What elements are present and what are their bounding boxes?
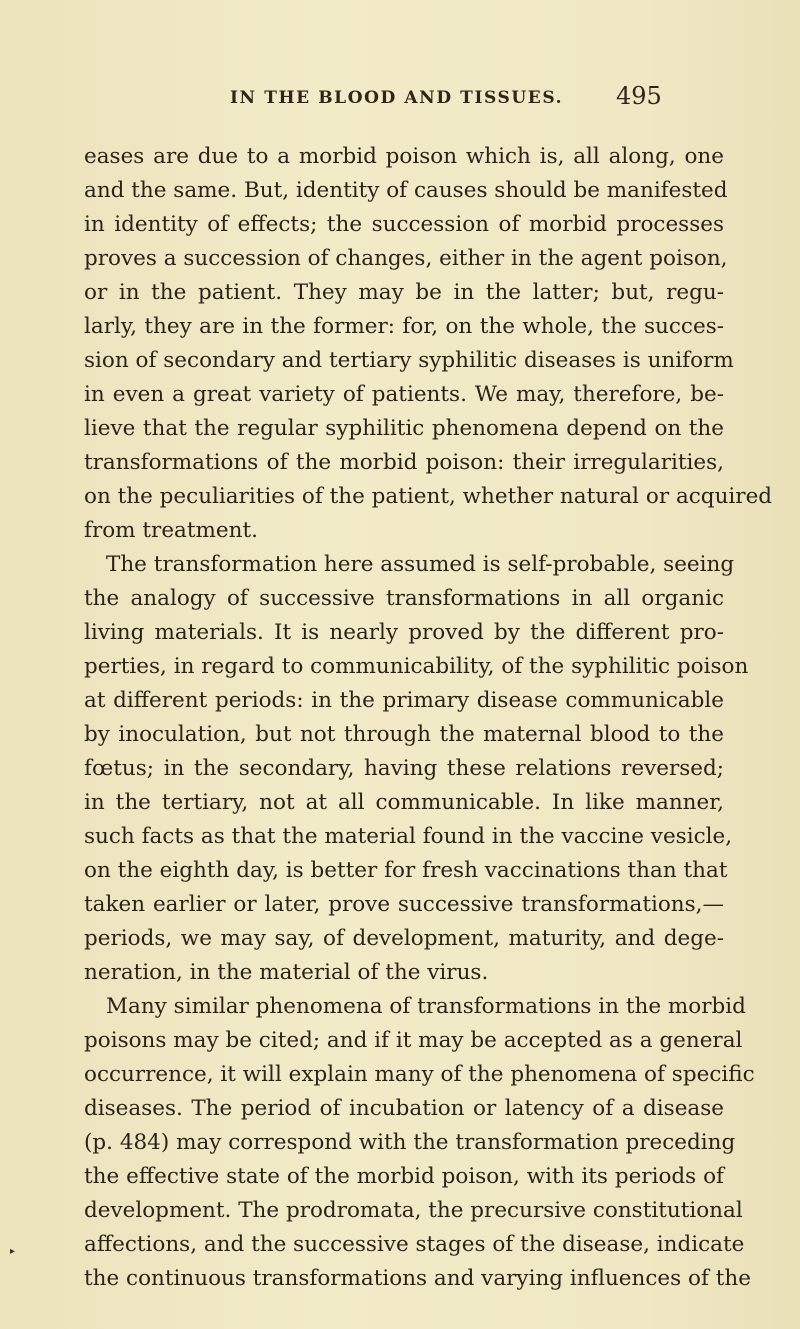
text-line: (p. 484) may correspond with the transformation preceding	[84, 1130, 736, 1155]
text-line: at different periods: in the primary disease communicable	[84, 688, 724, 713]
page-number: 495	[616, 82, 662, 110]
text-line: proves a succession of changes, either in the agent poison,	[84, 246, 728, 271]
text-line: development. The prodromata, the precursive constitutional	[84, 1198, 743, 1223]
text-line: The transformation here assumed is self-probable, seeing	[106, 552, 735, 577]
text-line: sion of secondary and tertiary syphilitic diseases is uniform	[84, 348, 734, 373]
text-line: living materials. It is nearly proved by the different pro-	[84, 620, 724, 645]
text-line: such facts as that the material found in the vaccine vesicle,	[84, 824, 733, 849]
text-line: or in the patient. They may be in the latter; but, regu-	[84, 280, 724, 305]
text-line: the continuous transformations and varying influences of the	[84, 1266, 751, 1291]
running-head: IN THE BLOOD AND TISSUES.	[230, 88, 564, 108]
text-line: eases are due to a morbid poison which is, all along, one	[84, 144, 724, 169]
text-line: fœtus; in the secondary, having these relations reversed;	[84, 756, 724, 781]
text-line: Many similar phenomena of transformations in the morbid	[106, 994, 746, 1019]
text-line: the effective state of the morbid poison, with its periods of	[84, 1164, 724, 1189]
text-line: in the tertiary, not at all communicable. In like manner,	[84, 790, 724, 815]
text-line: periods, we may say, of development, maturity, and dege-	[84, 926, 724, 951]
text-line: the analogy of successive transformations in all organic	[84, 586, 724, 611]
text-line: taken earlier or later, prove successive transformations,—	[84, 892, 724, 917]
margin-mark-icon: ▸	[10, 1246, 16, 1257]
text-line: larly, they are in the former: for, on the whole, the succes-	[84, 314, 724, 339]
text-line: affections, and the successive stages of the disease, indicate	[84, 1232, 745, 1257]
text-line: neration, in the material of the virus.	[84, 960, 489, 985]
text-line: occurrence, it will explain many of the phenomena of specific	[84, 1062, 755, 1087]
text-line: lieve that the regular syphilitic phenomena depend on the	[84, 416, 724, 441]
text-line: from treatment.	[84, 518, 258, 543]
text-line: on the eighth day, is better for fresh vaccinations than that	[84, 858, 728, 883]
text-line: transformations of the morbid poison: their irregularities,	[84, 450, 724, 475]
body-text	[84, 140, 773, 1296]
text-line: by inoculation, but not through the maternal blood to the	[84, 722, 724, 747]
text-line: poisons may be cited; and if it may be accepted as a general	[84, 1028, 743, 1053]
text-line: in even a great variety of patients. We may, therefore, be-	[84, 382, 724, 407]
text-line: perties, in regard to communicability, of the syphilitic poison	[84, 654, 749, 679]
text-line: diseases. The period of incubation or latency of a disease	[84, 1096, 724, 1121]
text-line: and the same. But, identity of causes should be manifested	[84, 178, 728, 203]
text-line: in identity of effects; the succession of morbid processes	[84, 212, 724, 237]
text-line: on the peculiarities of the patient, whether natural or acquired	[84, 484, 773, 509]
